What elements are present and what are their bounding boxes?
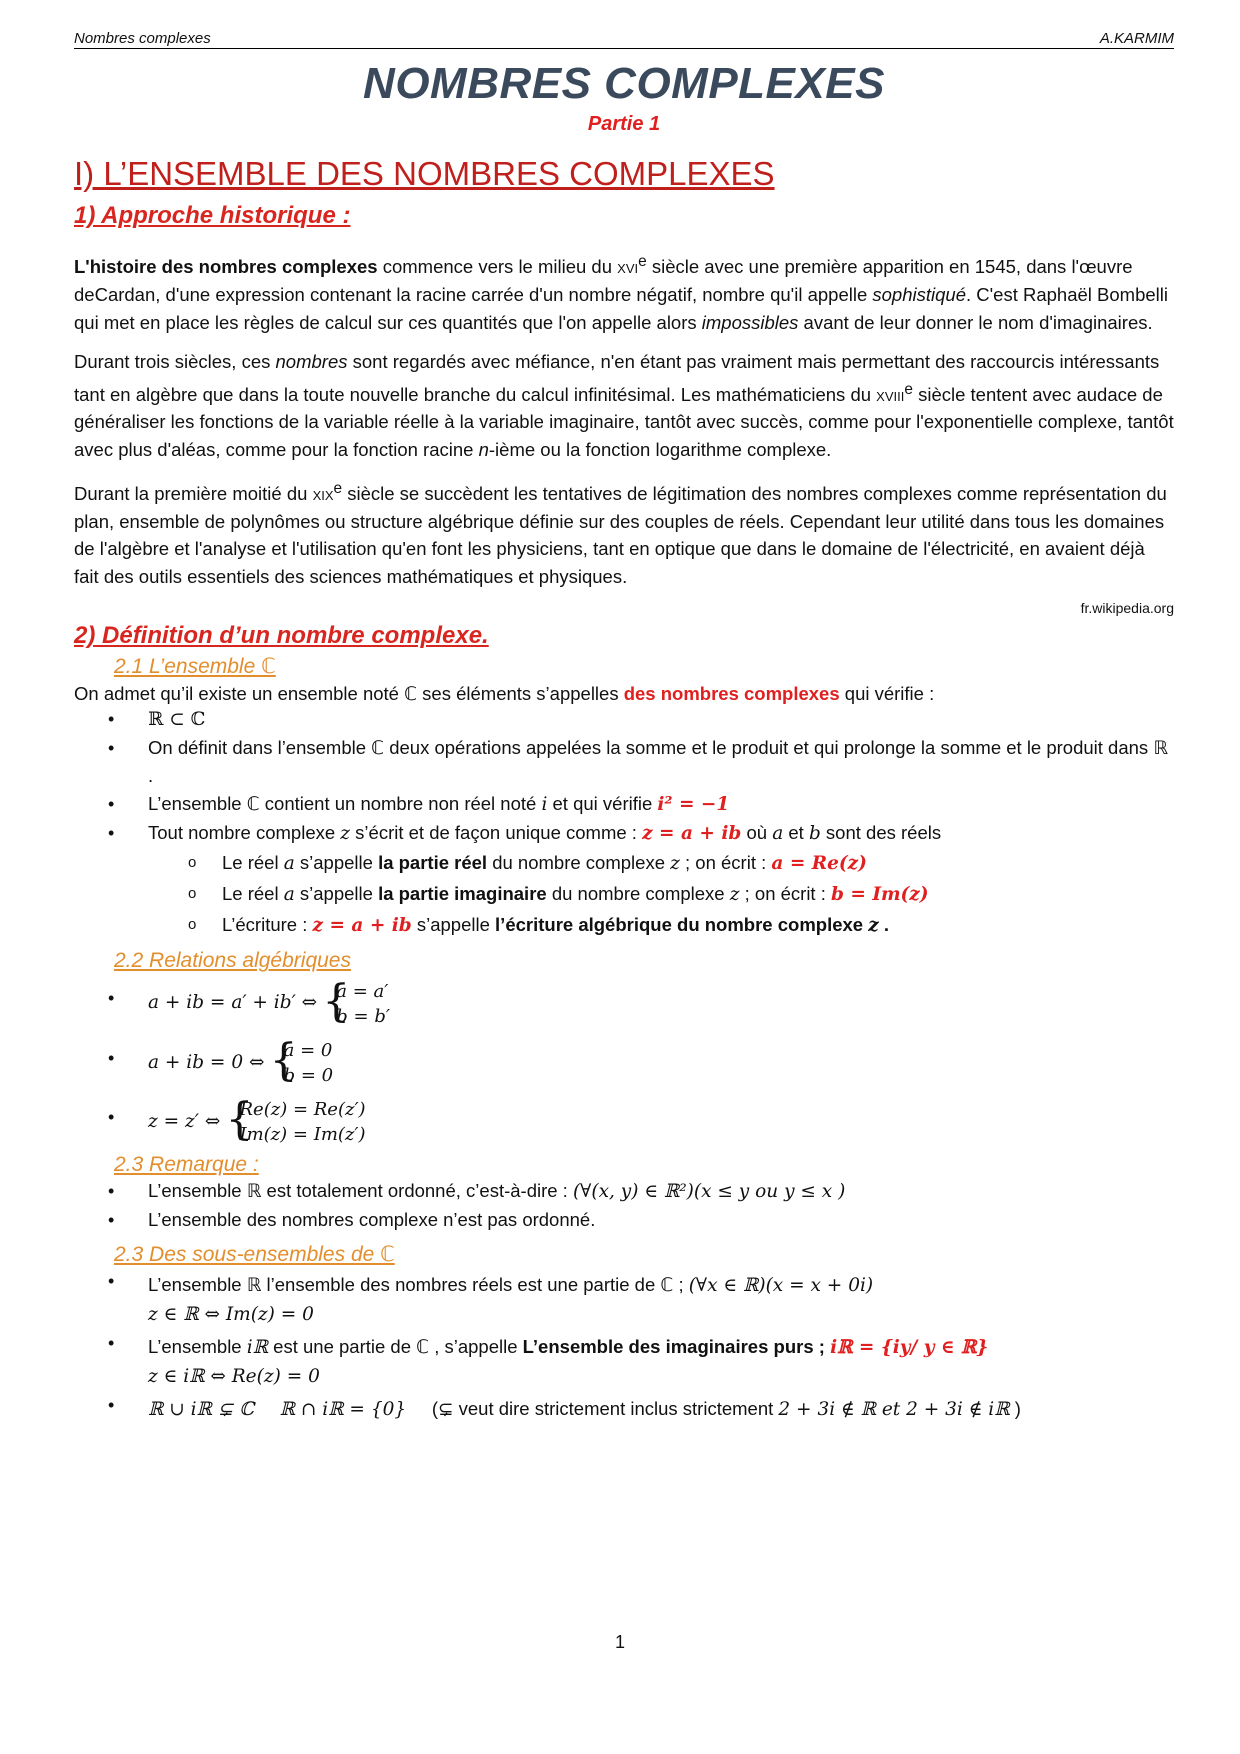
remarks-list (74, 1177, 1174, 1234)
italic-text: impossibles (701, 311, 799, 333)
list-item (74, 1033, 1174, 1092)
math: 2 + 3i ∉ ℝ et 2 + 3i ∉ iℝ (778, 1398, 1010, 1420)
text: et qui vérifie (547, 793, 658, 815)
text: est une partie de ℂ , s’appelle (268, 1335, 523, 1357)
text: L’ensemble ℂ contient un nombre non réel noté (148, 793, 542, 815)
text: avant de leur donner le nom d'imaginaires. (798, 311, 1153, 333)
math: z = z′ ⇔ (148, 1110, 221, 1132)
paragraph-history-3 (74, 475, 1174, 590)
text: s’appelle (294, 883, 379, 905)
list-item (74, 973, 1174, 1032)
text: L’ensemble ℝ est totalement ordonné, c’est-à-dire : (148, 1179, 573, 1201)
equation-system: { a = 0 b = 0 (269, 1034, 334, 1086)
text: . C'est Raphaël Bombelli qui met en place les règles de calcul sur ces quantités que l'on appelle alors (74, 284, 1168, 333)
math-red: b = Im(z) (831, 884, 929, 906)
heading-2-3-remarque: 2.3 Remarque : (114, 1152, 259, 1176)
bold-text: l’écriture algébrique du nombre complexe (495, 914, 869, 936)
paragraph-history-2 (74, 348, 1174, 463)
definition-list (74, 705, 1174, 848)
math: a + ib = a′ + ib′ ⇔ (148, 992, 318, 1014)
definition-sublist (74, 848, 1174, 941)
text: siècle se succèdent les tentatives de légitimation des nombres complexes comme représentation du plan, ensemble de polynômes ou structure algébrique définie sur des couples de réels. Cependant leur utilité dans tous les domaines de l'algèbre et l'analyse et l'utilisation qu'en font les physiciens, tant en optique que dans le domaine de l'électricité, en avaient déjà fait des outils essentiels des sciences mathématiques et physiques. (74, 483, 1167, 587)
italic-text: sophistiqué (872, 284, 966, 306)
text: Durant trois siècles, ces (74, 351, 276, 373)
text: du nombre complexe (546, 883, 730, 905)
text: sont regardés avec méfiance, n'en étant pas vraiment mais permettant des raccourcis intéressants tant en algèbre que dans la toute nouvelle branche du calcul infinitésimal. Les mathématiciens du (74, 351, 1160, 405)
italic-text: nombres (275, 351, 348, 373)
text: Durant la première moitié du (74, 483, 313, 505)
header-left: Nombres complexes (74, 30, 211, 47)
century: xvi (617, 256, 639, 278)
math: iℝ (246, 1336, 269, 1358)
text: Le réel (222, 883, 284, 905)
equation-line: b = 0 (283, 1064, 334, 1086)
text: ; on écrit : (679, 852, 772, 874)
math-red: z = a + ib (312, 915, 412, 937)
bold-text: la partie réel (378, 852, 488, 874)
list-item (74, 1391, 1174, 1424)
heading-2-3-subsets: 2.3 Des sous-ensembles de ℂ (114, 1242, 395, 1266)
math: z (670, 853, 680, 875)
text: s’appelle (294, 852, 379, 874)
equation-system: { Re(z) = Re(z′) Im(z) = Im(z′) (225, 1093, 366, 1145)
text: qui vérifie : (839, 683, 935, 705)
intro-line (74, 683, 1174, 705)
text: On définit dans l’ensemble ℂ deux opérations appelées la somme et le produit et qui prolonge la somme et le produit dans ℝ . (148, 737, 1168, 787)
text: du nombre complexe (487, 852, 671, 874)
list-item (74, 848, 1174, 879)
bold-text: L'histoire des nombres complexes (74, 256, 378, 278)
century: xviii (876, 383, 905, 405)
list-item (74, 1267, 1174, 1329)
bold-text: L’ensemble des imaginaires purs ; (522, 1335, 831, 1357)
heading-2-2: 2.2 Relations algébriques (114, 949, 351, 973)
math: (∀x ∈ ℝ)(x = x + 0i) (688, 1274, 874, 1296)
list-item (74, 705, 1174, 734)
text: ; on écrit : (739, 883, 831, 905)
superscript: e (638, 253, 647, 271)
document-title: NOMBRES COMPLEXES (363, 59, 885, 108)
equation-system: { a = a′ b = b′ (322, 975, 390, 1027)
subsets-list (74, 1267, 1174, 1424)
text: et (783, 822, 809, 844)
text: siècle tentent avec audace de généraliser les fonctions de la variable réelle à la variable imaginaire, tantôt avec succès, comme pour l'exponentielle complexe, tantôt avec plus d'aléas, comme pour la fonction racine (74, 383, 1174, 460)
text: L’ensemble des nombres complexe n’est pas ordonné. (148, 1208, 596, 1230)
math: ℝ ∪ iℝ ⊊ ℂ (148, 1398, 254, 1420)
math: ℝ ∩ iℝ = {0} (279, 1398, 407, 1420)
page-header (74, 30, 1174, 49)
heading-2-1: 2.1 L’ensemble ℂ (114, 655, 276, 679)
math: z ∈ iℝ ⇔ Re(z) = 0 (148, 1365, 320, 1387)
highlight: des nombres complexes (623, 683, 840, 705)
math-red: a = Re(z) (771, 853, 867, 875)
text: . (878, 914, 890, 936)
relations-list (74, 973, 1174, 1150)
document-page (74, 30, 1174, 1424)
text: s’appelle (411, 914, 496, 936)
math-red: iℝ = {iy/ y ∈ ℝ} (830, 1336, 989, 1358)
equation-line: Re(z) = Re(z′) (239, 1098, 366, 1120)
page-number: 1 (614, 1632, 625, 1652)
math: a (283, 884, 295, 906)
section-heading: I) L’ENSEMBLE DES NOMBRES COMPLEXES (74, 155, 775, 193)
subsection-historique: 1) Approche historique : (74, 202, 351, 230)
century: xix (312, 483, 334, 505)
math: z (729, 884, 740, 906)
list-item (74, 790, 1174, 819)
list-item (74, 1329, 1174, 1391)
subsection-definition: 2) Définition d’un nombre complexe. (74, 622, 489, 650)
bold-text: la partie imaginaire (378, 883, 547, 905)
math: b (808, 823, 821, 845)
superscript: e (904, 380, 913, 398)
text: ℝ ⊂ ℂ (148, 709, 206, 731)
superscript: e (333, 480, 343, 498)
math-red: z = a + ib (642, 823, 742, 845)
header-right: A.KARMIM (1099, 30, 1174, 47)
text: siècle avec une première apparition en 1545, dans l'œuvre deCardan, d'une expression contenant la racine carrée d'un nombre négatif, nombre qu'il appelle (74, 256, 1133, 306)
text: On admet qu’il existe un ensemble noté ℂ ses éléments s’appelles (74, 683, 624, 705)
text: où (741, 822, 773, 844)
italic-text: n (478, 438, 489, 460)
text: L’ensemble (148, 1335, 247, 1357)
math: (∀(x, y) ∈ ℝ²)(x ≤ y ou y ≤ x ) (572, 1180, 846, 1202)
equation-line: a = 0 (283, 1039, 333, 1061)
math: i (541, 794, 548, 816)
text: (⊊ veut dire strictement inclus strictement (431, 1397, 779, 1419)
equation-line: a = a′ (336, 980, 389, 1002)
math: z ∈ ℝ ⇔ Im(z) = 0 (148, 1303, 314, 1325)
math: a (283, 853, 295, 875)
text: commence vers le milieu du (377, 256, 618, 278)
math: z (868, 915, 879, 937)
list-item (74, 910, 1174, 941)
text: L’ensemble ℝ l’ensemble des nombres réels est une partie de ℂ ; (148, 1273, 689, 1295)
text: Le réel (222, 852, 284, 874)
list-item (74, 879, 1174, 910)
text: s’écrit et de façon unique comme : (350, 822, 643, 844)
text: -ième ou la fonction logarithme complexe. (488, 438, 832, 460)
text: L’écriture : (222, 914, 313, 936)
math: a + ib = 0 ⇔ (148, 1051, 265, 1073)
document-subtitle: Partie 1 (587, 113, 661, 136)
paragraph-history-1 (74, 248, 1174, 336)
list-item (74, 819, 1174, 848)
equation-line: b = b′ (336, 1005, 390, 1027)
equation-line: Im(z) = Im(z′) (239, 1123, 366, 1145)
math: a (772, 823, 784, 845)
text: sont des réels (820, 822, 942, 844)
source-citation: fr.wikipedia.org (1080, 600, 1174, 617)
math: z (340, 823, 351, 845)
list-item (74, 1206, 1174, 1234)
text: ) (1009, 1397, 1021, 1419)
list-item (74, 1092, 1174, 1151)
text: Tout nombre complexe (148, 822, 341, 844)
math-red: i² = −1 (657, 794, 730, 816)
list-item (74, 734, 1174, 790)
list-item (74, 1177, 1174, 1206)
